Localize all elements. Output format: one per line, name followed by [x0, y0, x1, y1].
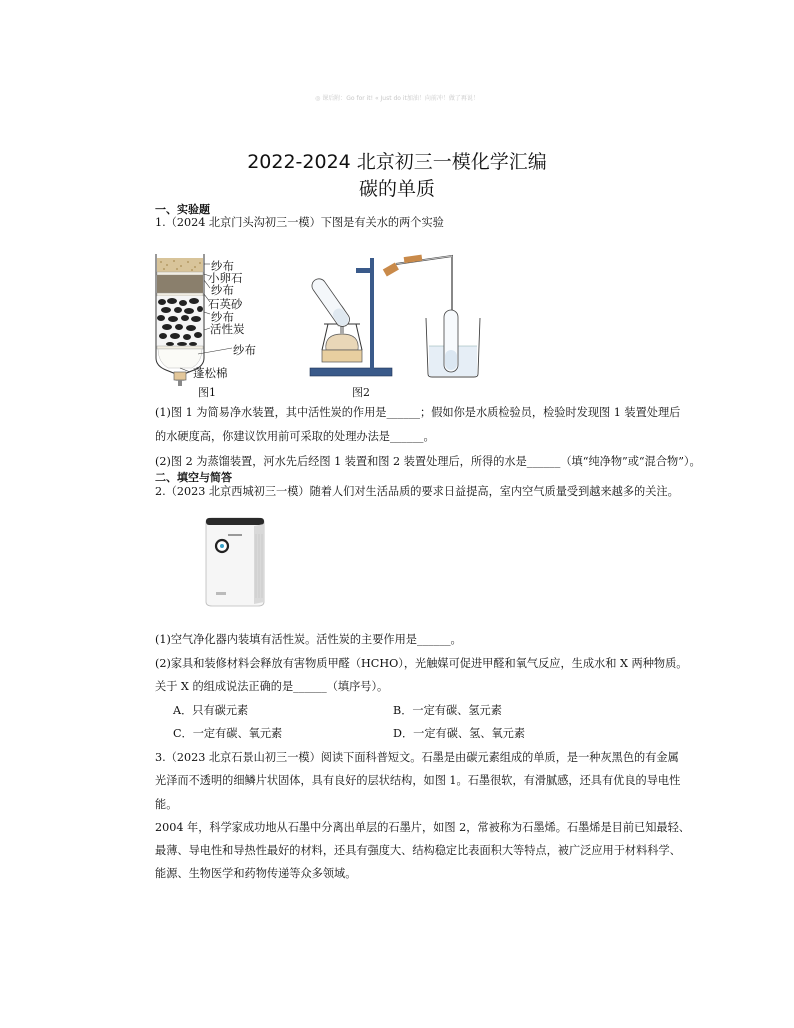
q3-paragraph2-line1: 2004 年，科学家成功地从石墨中分离出单层的石墨片，如图 2，常被称为石墨烯。石墨烯是目前已知最轻、	[155, 821, 690, 834]
q3-paragraph1-line2: 光泽而不透明的细鳞片状固体，具有良好的层状结构，如图 1。石墨很软，有滑腻感，还具有优良的导电性	[155, 774, 681, 787]
q3-paragraph1-line1: 3.（2023 北京石景山初三一模）阅读下面科普短文。石墨是由碳元素组成的单质，是一种灰黑色的有金属	[155, 751, 679, 764]
section-heading-experiment: 一、实验题	[155, 203, 210, 216]
fig1-label-cotton: 蓬松棉	[193, 366, 228, 380]
watermark: ◎ 课后附：Go for it! « Just do it加油！向前冲！做了再说！	[315, 95, 479, 102]
q3-paragraph1-line3: 能。	[155, 798, 178, 811]
page-subtitle: 碳的单质	[358, 178, 435, 200]
fig1-label-gauze-4: 纱布	[233, 343, 256, 357]
fig1-label-gauze-1: 纱布	[211, 259, 234, 273]
fig1-label-gauze-3: 纱布	[211, 310, 234, 324]
q2-part2-line1: (2)家具和装修材料会释放有害物质甲醛（HCHO），光触媒可促进甲醛和氧气反应，生成水和 X 两种物质。	[155, 657, 688, 670]
q3-paragraph2-line2: 最薄、导电性和导热性最好的材料，还具有强度大、结构稳定比表面积大等特点，被广泛应用于材料科学、	[155, 844, 681, 857]
fig2-caption: 图2	[352, 386, 370, 399]
q2-option-c: C．一定有碳、氧元素	[173, 727, 283, 740]
q2-option-d: D．一定有碳、氢、氧元素	[393, 727, 526, 740]
q1-part1-line2: 的水硬度高，你建议饮用前可采取的处理办法是______。	[155, 430, 435, 443]
q1-part2: (2)图 2 为蒸馏装置，河水先后经图 1 装置和图 2 装置处理后，所得的水是______（填“纯净物”或“混合物”）。	[155, 455, 701, 468]
q2-option-a: A．只有碳元素	[173, 704, 249, 717]
fig1-label-pebbles: 小卵石	[208, 271, 243, 285]
fig1-label-activated-carbon: 活性炭	[210, 322, 245, 336]
q3-paragraph2-line3: 能源、生物医学和药物传递等众多领域。	[155, 867, 357, 880]
q2-part1: (1)空气净化器内装填有活性炭。活性炭的主要作用是______。	[155, 633, 462, 646]
air-purifier-image	[198, 514, 270, 610]
figure-2-distillation-setup	[300, 250, 500, 385]
fig1-label-gauze-2: 纱布	[211, 283, 234, 297]
q1-stem: 1.（2024 北京门头沟初三一模）下图是有关水的两个实验	[155, 216, 444, 229]
section-heading-fill-in: 二、填空与简答	[155, 471, 232, 484]
q2-part2-line2: 关于 X 的组成说法正确的是______（填序号）。	[155, 680, 389, 693]
page-title: 2022-2024 北京初三一模化学汇编	[247, 151, 547, 173]
q2-option-b: B．一定有碳、氢元素	[393, 704, 502, 717]
fig1-label-quartz-sand: 石英砂	[208, 297, 243, 311]
q2-stem: 2.（2023 北京西城初三一模）随着人们对生活品质的要求日益提高，室内空气质量受到越来越多的关注。	[155, 485, 679, 498]
q1-part1-line1: (1)图 1 为简易净水装置，其中活性炭的作用是______；假如你是水质检验员，检验时发现图 1 装置处理后	[155, 406, 681, 419]
fig1-caption: 图1	[198, 386, 216, 399]
